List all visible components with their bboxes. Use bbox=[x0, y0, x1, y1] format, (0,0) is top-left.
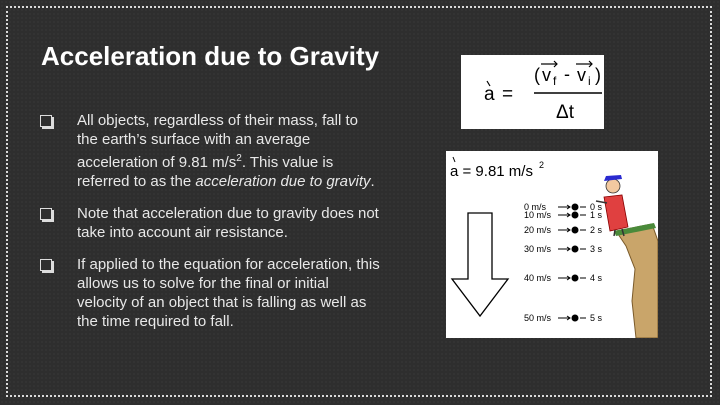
time-label: 5 s bbox=[590, 313, 603, 323]
acceleration-equation bbox=[461, 55, 604, 129]
bullet-item: Note that acceleration due to gravity does not take into account air resistance. bbox=[40, 204, 380, 242]
falling-ball-icon bbox=[572, 246, 579, 253]
equation-vi-sub: i bbox=[588, 74, 591, 88]
time-label: 3 s bbox=[590, 244, 603, 254]
falling-ball-icon bbox=[572, 275, 579, 282]
time-label: 1 s bbox=[590, 210, 603, 220]
gravity-headline-exp: 2 bbox=[539, 160, 545, 170]
gravity-figure-panel bbox=[446, 151, 658, 338]
speed-label: 40 m/s bbox=[524, 273, 552, 283]
gravity-headline: a = 9.81 m/s bbox=[450, 163, 533, 180]
falling-object-diagram bbox=[446, 151, 658, 338]
speed-label: 50 m/s bbox=[524, 313, 552, 323]
time-label: 2 s bbox=[590, 225, 603, 235]
falling-ball-icon bbox=[572, 315, 579, 322]
acceleration-equation-panel bbox=[461, 55, 604, 129]
bullet-item: All objects, regardless of their mass, fall to the earth’s surface with an average acceleration of 9.81 $m/s^2$. This value is referred to as the acceleration due to gravity. bbox=[40, 111, 380, 191]
equation-open-paren: ( bbox=[534, 65, 540, 85]
speed-label: 10 m/s bbox=[524, 210, 552, 220]
falling-ball-icon bbox=[572, 212, 579, 219]
falling-ball-icon bbox=[572, 204, 579, 211]
falling-ball-icon bbox=[572, 227, 579, 234]
motion-rows bbox=[524, 202, 603, 323]
equation-denominator: Δt bbox=[556, 102, 574, 123]
equation-vf-sub: f bbox=[553, 74, 557, 88]
time-label: 4 s bbox=[590, 273, 603, 283]
equation-lhs: a bbox=[484, 84, 495, 105]
equation-close-paren: ) bbox=[595, 65, 601, 85]
speed-label: 30 m/s bbox=[524, 244, 552, 254]
cliff-icon bbox=[616, 224, 658, 338]
equation-vi: v bbox=[577, 65, 586, 85]
equation-minus: - bbox=[564, 64, 570, 84]
time-label: 0 s bbox=[590, 202, 603, 212]
checkbox-bullet-icon bbox=[40, 115, 52, 127]
slide-title: Acceleration due to Gravity bbox=[41, 41, 380, 71]
bullet-list bbox=[40, 111, 380, 344]
checkbox-bullet-icon bbox=[40, 259, 52, 271]
speed-label: 20 m/s bbox=[524, 225, 552, 235]
equation-vf: v bbox=[542, 65, 551, 85]
down-arrow-icon bbox=[452, 213, 508, 316]
checkbox-bullet-icon bbox=[40, 208, 52, 220]
speed-label: 0 m/s bbox=[524, 202, 547, 212]
equation-equals: = bbox=[502, 84, 514, 105]
bullet-item: If applied to the equation for acceleration, this allows us to solve for the final or initial velocity of an object that is falling as well as the time required to fall. bbox=[40, 255, 380, 331]
